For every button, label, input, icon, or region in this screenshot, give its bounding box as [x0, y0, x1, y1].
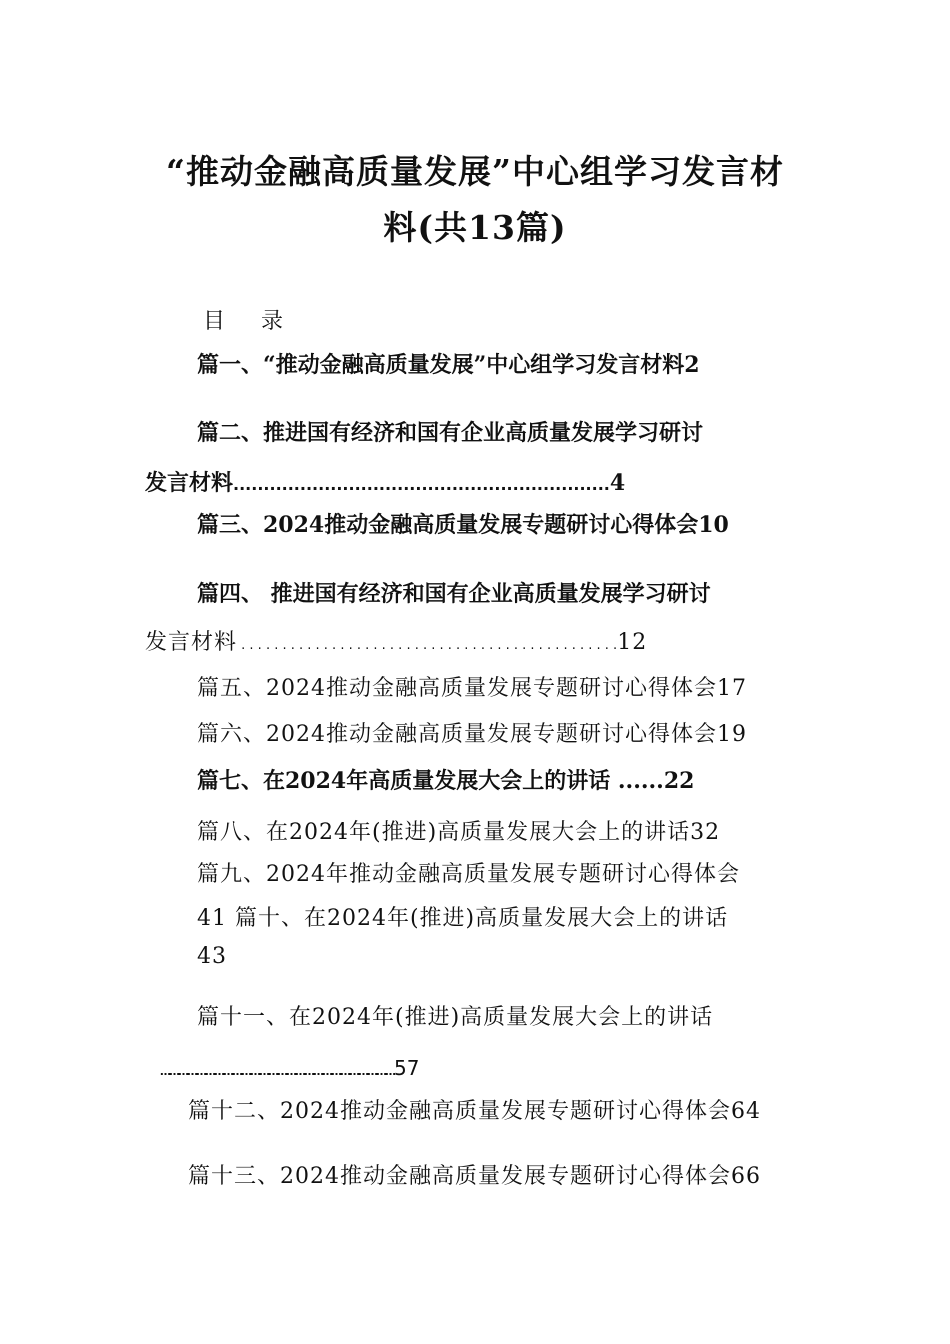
toc-entry-2[interactable]: 篇二、推进国有经济和国有企业高质量发展学习研讨	[197, 420, 704, 446]
toc-entry-4-cont[interactable]	[145, 625, 647, 656]
toc-entry-10[interactable]: 41 篇十、在2024年(推进)高质量发展大会上的讲话	[197, 906, 729, 931]
toc-entry-11-page: 57	[394, 1056, 420, 1080]
toc-entry-2-page: 4	[609, 470, 626, 496]
document-title-line-2: 料(共13篇)	[383, 208, 567, 247]
toc-entry-9[interactable]: 篇九、2024年推动金融高质量发展专题研讨心得体会	[197, 862, 740, 887]
toc-entry-12[interactable]: 篇十二、2024推动金融高质量发展专题研讨心得体会64	[188, 1099, 761, 1124]
toc-entry-11[interactable]: 篇十一、在2024年(推进)高质量发展大会上的讲话	[197, 1005, 714, 1030]
toc-entry-4-page: 12	[617, 630, 648, 655]
toc-entry-4[interactable]: 篇四、 推进国有经济和国有企业高质量发展学习研讨	[197, 581, 711, 607]
toc-entry-5[interactable]: 篇五、2024推动金融高质量发展专题研讨心得体会17	[197, 676, 747, 701]
toc-heading-char-1: 目	[203, 309, 226, 334]
toc-entry-13[interactable]: 篇十三、2024推动金融高质量发展专题研讨心得体会66	[188, 1164, 761, 1189]
toc-entry-2-cont[interactable]	[145, 466, 625, 497]
toc-entry-2-text: 发言材料	[145, 470, 234, 496]
toc-entry-11-leader: ……………………………………………………………………	[160, 1065, 394, 1078]
toc-heading-char-2: 录	[261, 309, 284, 334]
toc-entry-11-cont[interactable]	[160, 1055, 419, 1081]
toc-entry-4-leader: . . . . . . . . . . . . . . . . . . . . . . . . . . . . . . . . . . . . . . . . . . . . . .	[237, 638, 618, 653]
toc-entry-6[interactable]: 篇六、2024推动金融高质量发展专题研讨心得体会19	[197, 722, 747, 747]
toc-entry-8[interactable]: 篇八、在2024年(推进)高质量发展大会上的讲话32	[197, 820, 721, 845]
toc-entry-7[interactable]: 篇七、在2024年高质量发展大会上的讲话 ......22	[197, 768, 695, 794]
toc-entry-4-text: 发言材料	[145, 630, 238, 655]
toc-entry-3[interactable]: 篇三、2024推动金融高质量发展专题研讨心得体会10	[197, 512, 729, 538]
toc-entry-10-page: 43	[197, 944, 227, 969]
toc-entry-2-leader: ..............................................................	[233, 475, 610, 494]
toc-heading	[203, 304, 283, 335]
toc-entry-1[interactable]: 篇一、“推动金融高质量发展”中心组学习发言材料2	[197, 352, 700, 378]
document-title-line-1: “推动金融高质量发展”中心组学习发言材	[166, 152, 784, 191]
